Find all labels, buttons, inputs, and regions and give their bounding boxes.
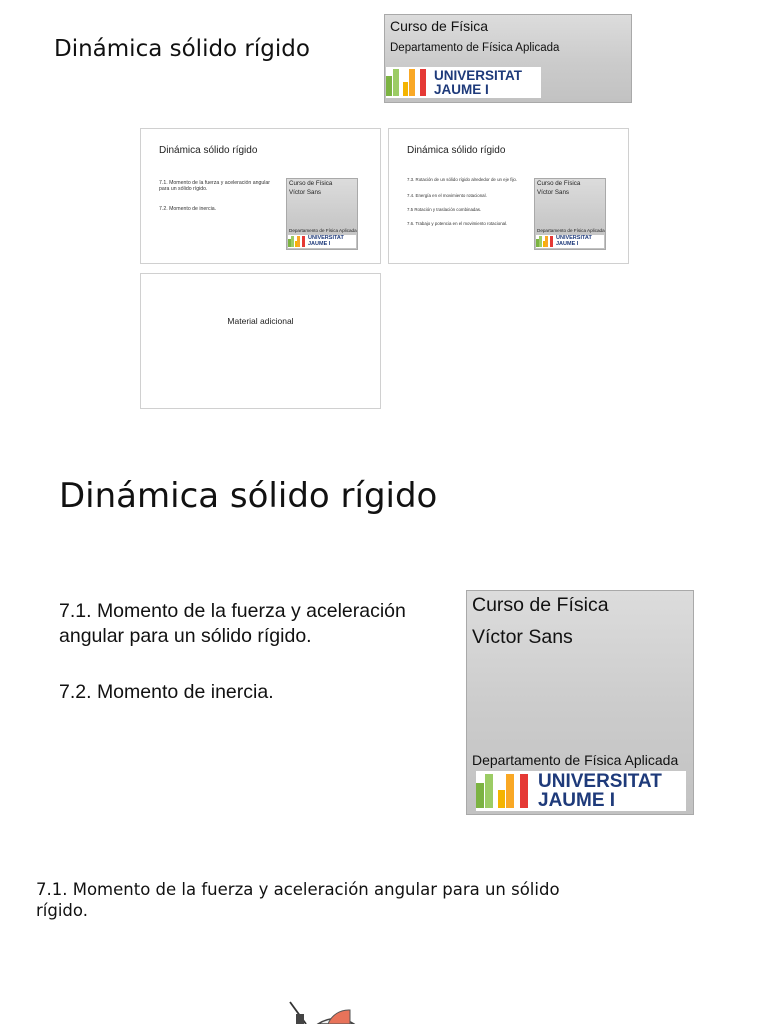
uji-logo-line2: JAUME I bbox=[434, 81, 489, 97]
uji-logo-line2: JAUME I bbox=[308, 240, 331, 247]
uji-logo bbox=[476, 771, 686, 811]
thumbnail-course-name: Curso de Física bbox=[537, 180, 581, 187]
author-name: Víctor Sans bbox=[472, 626, 573, 648]
slide-thumbnail-1[interactable] bbox=[140, 128, 381, 264]
thumbnail-title: Dinámica sólido rígido bbox=[407, 145, 506, 156]
thumbnail-item: 7.5 Rotación y traslación combinadas. bbox=[407, 207, 482, 212]
uji-logo-line1: UNIVERSITAT bbox=[308, 235, 344, 241]
uji-logo bbox=[386, 67, 541, 98]
page-title: Dinámica sólido rígido bbox=[54, 36, 310, 62]
slide-course-box bbox=[466, 590, 694, 815]
department-name: Departamento de Física Aplicada bbox=[390, 42, 560, 54]
thumbnail-item: 7.6. Trabajo y potencia en el movimiento rotacional. bbox=[407, 221, 508, 226]
uji-logo-line1: UNIVERSITAT bbox=[434, 68, 523, 83]
thumbnail-item: 7.3. Rotación de un sólido rígido alrededor de un eje fijo. bbox=[407, 177, 518, 182]
thumbnail-department: Departamento de Física Aplicada bbox=[537, 228, 605, 233]
course-name: Curso de Física bbox=[390, 18, 489, 34]
slide-item: 7.2. Momento de inercia. bbox=[59, 681, 274, 703]
uji-logo-mark-icon bbox=[386, 69, 426, 96]
uji-logo-line2: JAUME I bbox=[556, 240, 579, 247]
figure-partial bbox=[280, 998, 360, 1024]
slide-thumbnail-3[interactable] bbox=[140, 273, 381, 409]
thumbnail-label: Material adicional bbox=[227, 316, 294, 326]
uji-logo-line2: JAUME I bbox=[538, 790, 616, 811]
uji-logo-mark-icon bbox=[288, 236, 305, 247]
thumbnail-author: Víctor Sans bbox=[289, 189, 321, 196]
thumbnail-item: 7.1. Momento de la fuerza y aceleración angular para un sólido rígido. bbox=[159, 180, 271, 192]
thumbnail-course-name: Curso de Física bbox=[289, 180, 333, 187]
uji-logo-mark-icon bbox=[476, 774, 528, 808]
slide-title: Dinámica sólido rígido bbox=[59, 476, 438, 516]
thumbnail-author: Víctor Sans bbox=[537, 189, 569, 196]
slide-item: 7.1. Momento de la fuerza y aceleración angular para un sólido rígido. bbox=[59, 600, 406, 647]
thumbnail-title: Dinámica sólido rígido bbox=[159, 145, 258, 156]
uji-logo bbox=[288, 235, 356, 248]
thumbnail-course-box bbox=[534, 178, 606, 250]
course-name: Curso de Física bbox=[472, 594, 609, 616]
thumbnail-department: Departamento de Física Aplicada bbox=[289, 228, 357, 233]
uji-logo-mark-icon bbox=[536, 236, 553, 247]
section-heading: 7.1. Momento de la fuerza y aceleración angular para un sólido rígido. bbox=[36, 880, 560, 921]
slide-thumbnail-2[interactable] bbox=[388, 128, 629, 264]
uji-logo bbox=[536, 235, 604, 248]
department-name: Departamento de Física Aplicada bbox=[472, 752, 679, 768]
uji-logo-line1: UNIVERSITAT bbox=[556, 235, 592, 241]
uji-logo-line1: UNIVERSITAT bbox=[538, 771, 662, 792]
thumbnail-course-box bbox=[286, 178, 358, 250]
course-info-box bbox=[384, 14, 632, 103]
thumbnail-item: 7.4. Energía en el movimiento rotacional. bbox=[407, 193, 487, 198]
thumbnail-item: 7.2. Momento de inercia. bbox=[159, 206, 217, 212]
